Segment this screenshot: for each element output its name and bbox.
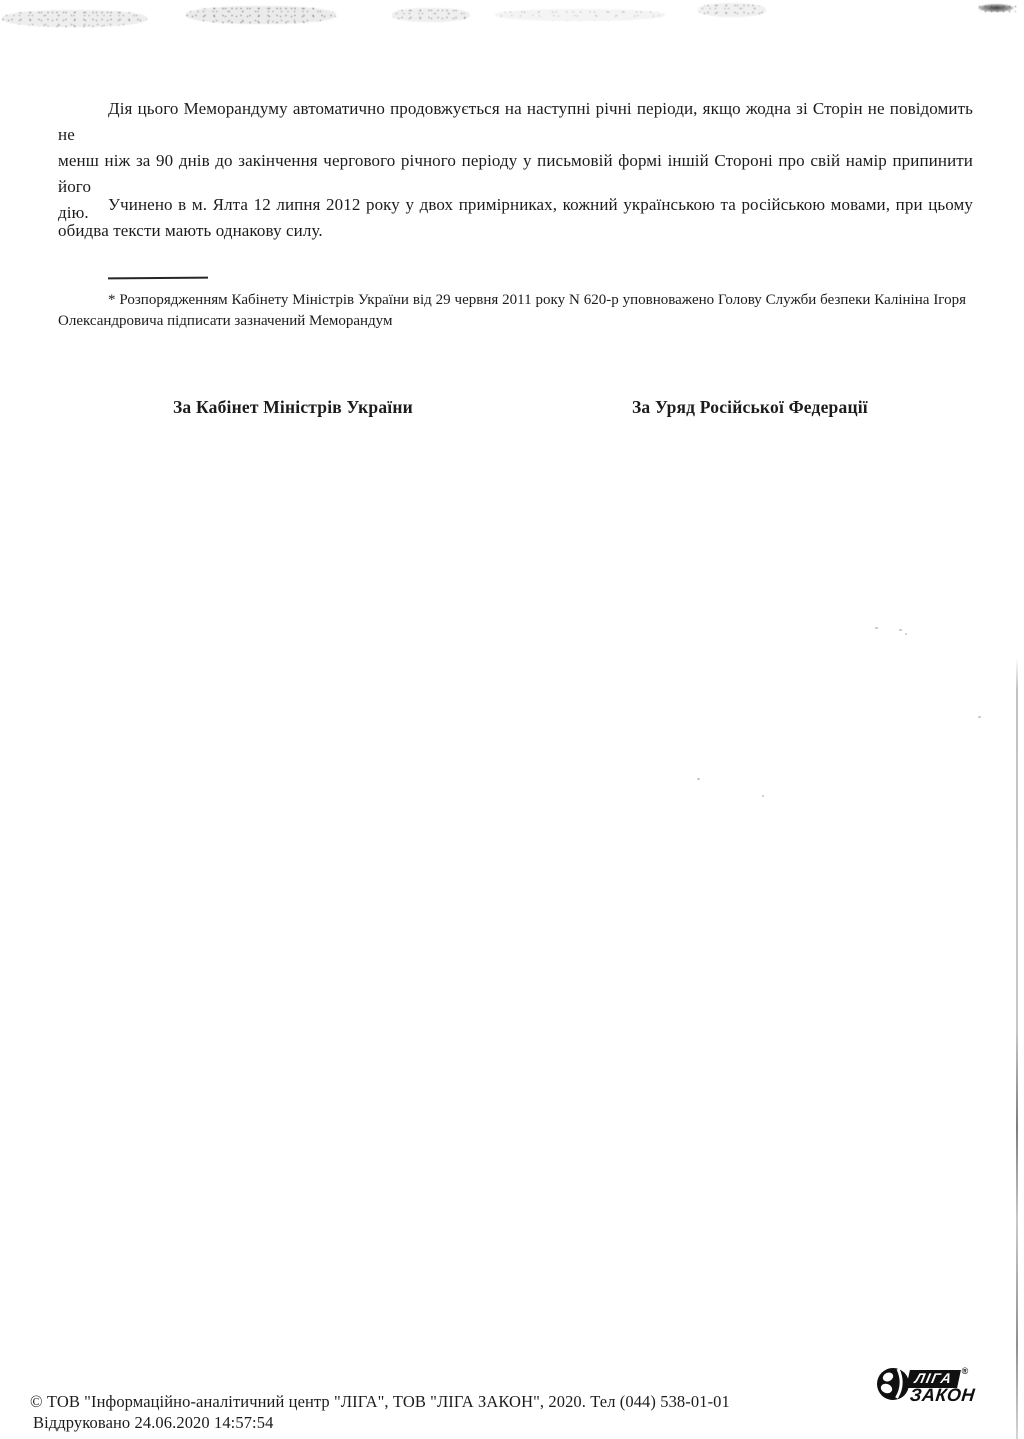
scan-speck [905, 633, 907, 635]
signature-russian-government: За Уряд Російської Федерації [632, 397, 868, 417]
footnote-divider [108, 277, 208, 280]
scan-speck [697, 778, 700, 780]
text-line: менш ніж за 90 днів до закінчення чергового річного періоду у письмовій формі іншій Стороні про свій намір припинити його [58, 151, 973, 196]
scan-speck [978, 716, 981, 718]
page-footer [30, 1392, 730, 1433]
scan-smudge [2, 10, 147, 27]
liga-zakon-wordmark [908, 1366, 977, 1405]
scan-edge-artifact [1016, 658, 1018, 1439]
text-line: Учинено в м. Ялта 12 липня 2012 року у двох примірниках, кожний українською та російською мовами, при цьому [108, 195, 973, 214]
scan-smudge [978, 3, 1018, 14]
text-line: Дія цього Меморандуму автоматично продовжується на наступні річні періоди, якщо жодна зі Сторін не повідомить не [58, 99, 973, 144]
paragraph-signed-at-yalta [58, 192, 973, 244]
scan-smudge [186, 6, 336, 24]
footnote [58, 290, 966, 332]
text-line: дію. [58, 203, 89, 222]
scan-smudge [495, 9, 665, 21]
text-line: * Розпорядженням Кабінету Міністрів України від 29 червня 2011 року N 620-р уповноважено Голову Служби безпеки Калініна Ігоря [108, 292, 966, 308]
footer-printed-timestamp: Віддруковано 24.06.2020 14:57:54 [33, 1413, 274, 1432]
signature-cabinet-of-ministers: За Кабінет Міністрів України [173, 397, 413, 417]
scan-smudge [392, 8, 470, 22]
text-line: обидва тексти мають однакову силу. [58, 221, 323, 240]
scan-smudge [698, 3, 766, 17]
scan-speck [899, 629, 902, 631]
footer-copyright: © ТОВ "Інформаційно-аналітичний центр "ЛІГА", ТОВ "ЛІГА ЗАКОН", 2020. Тел (044) 538-01-01 [30, 1392, 730, 1411]
liga-zakon-logo [874, 1364, 975, 1404]
registered-trademark-icon: ® [961, 1366, 971, 1376]
logo-liga-text: ЛІГА [913, 1370, 955, 1386]
scan-speck [875, 627, 878, 629]
text-line: Олександровича підписати зазначений Меморандум [58, 313, 393, 329]
scan-speck [762, 795, 764, 797]
logo-zakon-text: ЗАКОН [909, 1385, 977, 1405]
